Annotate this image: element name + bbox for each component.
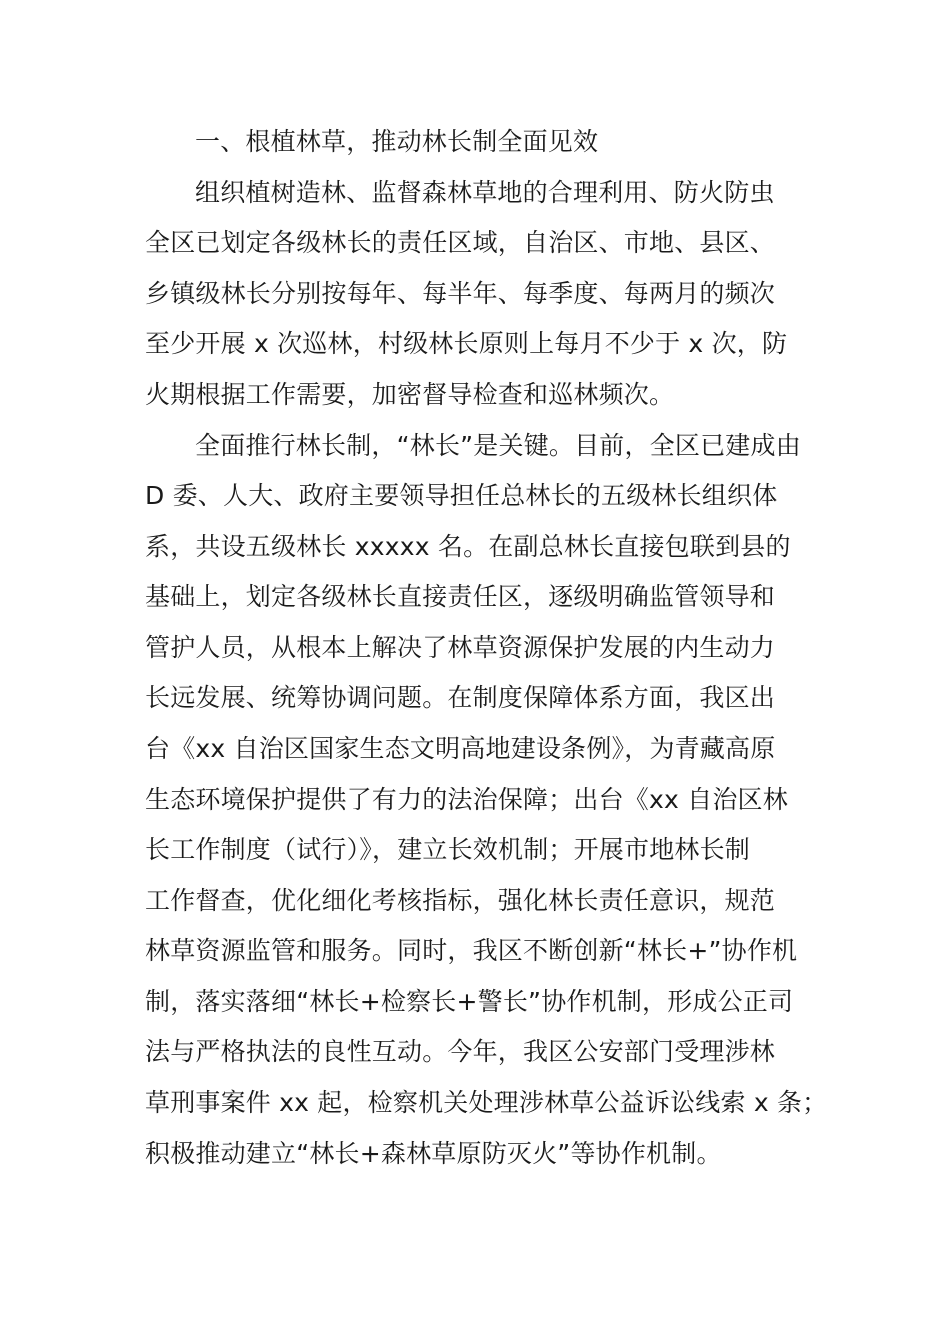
paragraph-line: 工作督查，优化细化考核指标，强化林长责任意识，规范 xyxy=(145,886,776,915)
paragraph-line: 基础上，划定各级林长直接责任区，逐级明确监管领导和 xyxy=(145,582,776,611)
paragraph-line: 管护人员，从根本上解决了林草资源保护发展的内生动力 xyxy=(145,633,776,662)
paragraph-line: 组织植树造林、监督森林草地的合理利用、防火防虫 xyxy=(195,178,775,207)
paragraph-line: 积极推动建立“林长+森林草原防灭火”等协作机制。 xyxy=(145,1139,722,1168)
paragraph-line: 长工作制度（试行）》，建立长效机制；开展市地林长制 xyxy=(145,835,751,864)
paragraph-line: 全面推行林长制，“林长”是关键。目前，全区已建成由 xyxy=(195,431,801,460)
paragraph-line: 火期根据工作需要，加密督导检查和巡林频次。 xyxy=(145,380,675,409)
paragraph-line: 全区已划定各级林长的责任区域，自治区、市地、县区、 xyxy=(145,228,776,257)
paragraph-line: D 委、人大、政府主要领导担任总林长的五级林长组织体 xyxy=(145,481,778,510)
paragraph-line: 至少开展 x 次巡林，村级林长原则上每月不少于 x 次，防 xyxy=(145,329,788,358)
paragraph-line: 长远发展、统筹协调问题。在制度保障体系方面，我区出 xyxy=(145,683,776,712)
paragraph-line: 草刑事案件 xx 起，检察机关处理涉林草公益诉讼线索 x 条； xyxy=(145,1088,828,1117)
paragraph-line: 乡镇级林长分别按每年、每半年、每季度、每两月的频次 xyxy=(145,279,776,308)
paragraph-line: 法与严格执法的良性互动。今年，我区公安部门受理涉林 xyxy=(145,1037,776,1066)
paragraph-line: 系，共设五级林长 xxxxx 名。在副总林长直接包联到县的 xyxy=(145,532,791,561)
paragraph-line: 台《xx 自治区国家生态文明高地建设条例》，为青藏高原 xyxy=(145,734,776,763)
paragraph-line: 制，落实落细“林长+检察长+警长”协作机制，形成公正司 xyxy=(145,987,794,1016)
section-heading: 一、根植林草，推动林长制全面见效 xyxy=(195,127,599,156)
paragraph-line: 林草资源监管和服务。同时，我区不断创新“林长+”协作机 xyxy=(145,936,798,965)
paragraph-line: 生态环境保护提供了有力的法治保障；出台《xx 自治区林 xyxy=(145,785,788,814)
